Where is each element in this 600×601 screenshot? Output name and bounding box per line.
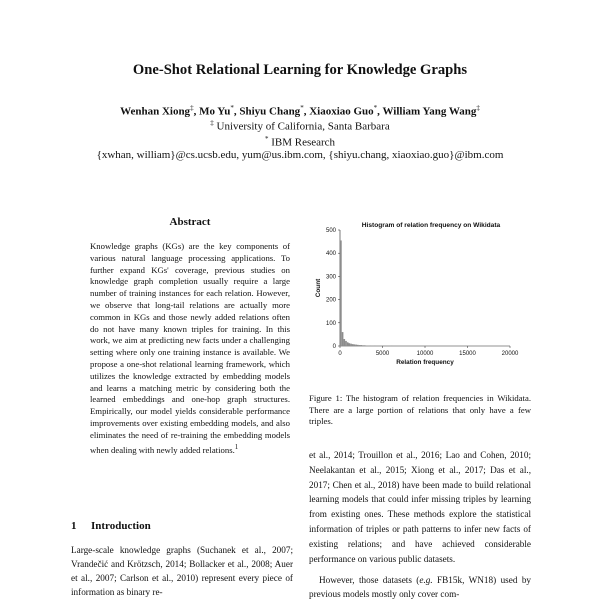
affiliation-mark: * [265, 135, 269, 143]
histogram-bar [362, 345, 364, 346]
histogram-bar [355, 345, 357, 346]
histogram-bar [360, 345, 362, 346]
author-separator: , [377, 106, 382, 118]
section-heading-introduction [71, 520, 151, 532]
author-name: Shiyu Chang [239, 106, 300, 118]
right-column-paragraph-2 [309, 573, 531, 601]
chart-title: Histogram of relation frequency on Wikidata [362, 222, 501, 229]
x-tick-label: 5000 [376, 351, 390, 357]
y-tick-label: 0 [333, 344, 337, 350]
para2-start: However, those datasets ( [319, 575, 419, 585]
author-affiliation-mark: ‡ [190, 104, 194, 112]
author-separator: , [194, 106, 200, 118]
histogram-bar [349, 343, 351, 346]
section-title: Introduction [91, 520, 151, 532]
histogram-bar [342, 332, 344, 346]
histogram-bar [359, 345, 361, 346]
author-affiliation-mark: * [300, 104, 304, 112]
affiliation-ucsb [0, 119, 600, 133]
author-affiliation-mark: * [374, 104, 378, 112]
author-separator: , [304, 106, 310, 118]
abstract-heading: Abstract [90, 216, 290, 228]
abstract-text: Knowledge graphs (KGs) are the key components of various natural language processing applications. To further expand KGs' coverage, previous studies on knowledge graph completion usually require a large number of training instances for each relation. However, we observe that long-tail relations are actually more common in KGs and those newly added relations often do not have many known triples for training. In this work, we aim at predicting new facts under a challenging setting where only one training instance is available. We propose a one-shot relational learning framework, which utilizes the knowledge extracted by embedding models and learns a matching metric by considering both the learned embeddings and one-hop graph structures. Empirically, our model yields considerable performance improvements over existing embedding models, and also eliminates the need of re-training the embedding models when dealing with newly added relations. [90, 241, 290, 454]
figure-histogram [302, 218, 532, 378]
x-tick-label: 10000 [417, 351, 434, 357]
x-tick-label: 15000 [459, 351, 476, 357]
x-axis-label: Relation frequency [396, 359, 454, 366]
y-axis-label: Count [315, 278, 322, 297]
abstract-body [90, 241, 290, 456]
introduction-text: Large-scale knowledge graphs (Suchanek et al., 2007; Vrandečić and Krötzsch, 2014; Bollacker et al., 2008; Auer et al., 2007; Carlson et al., 2010) represent every piece of information as binary re- [71, 543, 293, 599]
paper-title: One-Shot Relational Learning for Knowledge Graphs [0, 62, 600, 79]
right-column-paragraph: et al., 2014; Trouillon et al., 2016; Lao and Cohen, 2010; Neelakantan et al., 2015; Xiong et al., 2017; Das et al., 2017; Chen et al., 2018) have been made to build relational learning models that could infer missing triples by learning from existing ones. These methods explore the statistical information of triples or path patterns to infer new facts of existing relations; and have achieved considerable performance on various public datasets. [309, 448, 531, 566]
x-tick-label: 0 [338, 351, 342, 357]
section-number: 1 [71, 520, 91, 532]
histogram-bar [354, 344, 356, 346]
histogram-bar [345, 341, 347, 346]
para2-rest: FB15k, WN18) used by previous models mostly only cover com- [309, 575, 531, 599]
histogram-bar [352, 344, 354, 346]
affiliation-ibm [0, 135, 600, 149]
author-affiliation-mark: ‡ [476, 104, 480, 112]
footnote-mark: 1 [235, 443, 239, 451]
affiliation-text: IBM Research [268, 137, 335, 149]
author-separator: , [234, 106, 240, 118]
histogram-chart [302, 218, 532, 378]
histogram-bar [350, 344, 352, 346]
y-tick-label: 500 [326, 228, 337, 234]
figure-caption: Figure 1: The histogram of relation frequencies in Wikidata. There are a large portion of relations that only have a few triples. [309, 393, 531, 428]
histogram-bar [347, 342, 349, 346]
affiliation-mark: ‡ [210, 119, 214, 127]
author-affiliation-mark: * [230, 104, 234, 112]
affiliation-text: University of California, Santa Barbara [214, 121, 390, 133]
histogram-bar [357, 345, 359, 346]
para2-eg: e.g. [419, 575, 432, 585]
histogram-bar [340, 240, 342, 346]
author-name: Mo Yu [199, 106, 230, 118]
y-tick-label: 300 [326, 274, 337, 280]
author-name: Wenhan Xiong [120, 106, 190, 118]
x-tick-label: 20000 [502, 351, 519, 357]
y-tick-label: 100 [326, 321, 337, 327]
author-name: William Yang Wang [382, 106, 476, 118]
y-tick-label: 400 [326, 251, 337, 257]
histogram-bar [364, 345, 366, 346]
author-name: Xiaoxiao Guo [309, 106, 373, 118]
y-tick-label: 200 [326, 298, 337, 304]
author-emails: {xwhan, william}@cs.ucsb.edu, yum@us.ibm.com, {shiyu.chang, xiaoxiao.guo}@ibm.com [0, 149, 600, 161]
histogram-bar [343, 339, 345, 346]
author-list [0, 104, 600, 118]
